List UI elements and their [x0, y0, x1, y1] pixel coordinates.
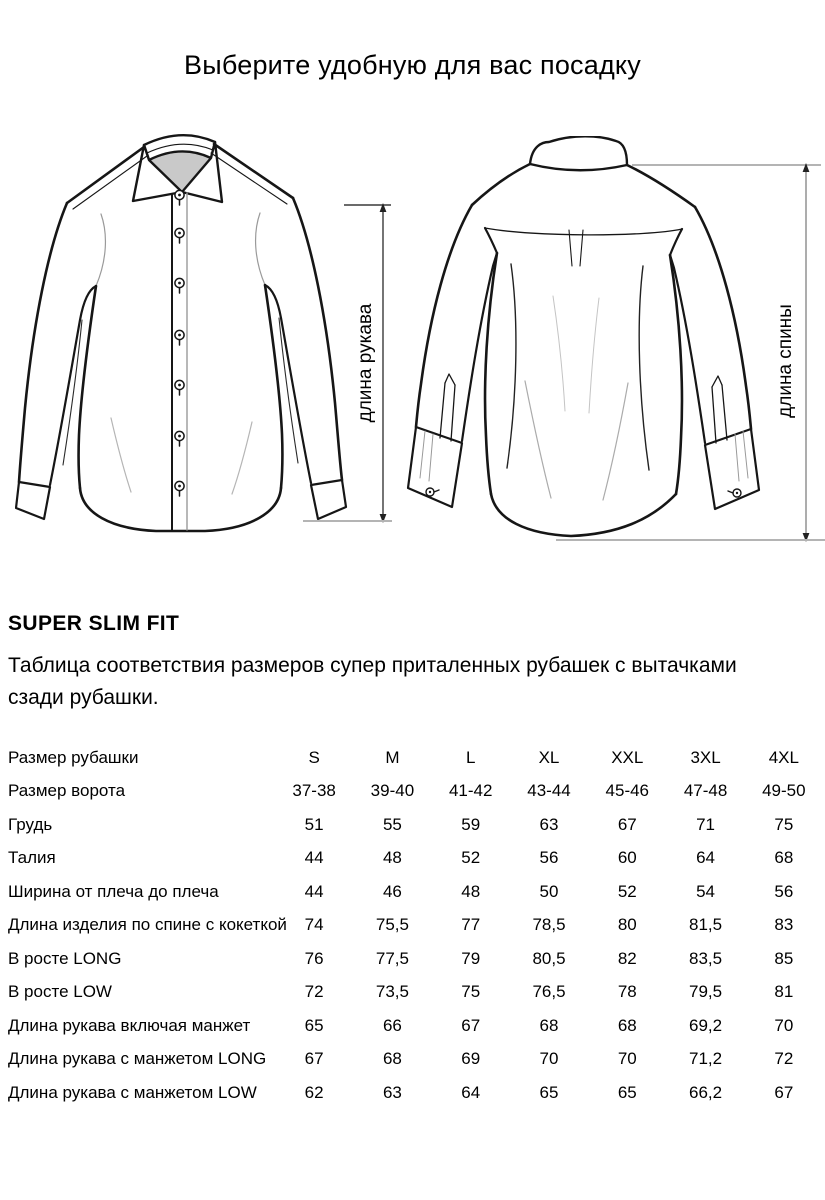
row-label: Ширина от плеча до плеча: [8, 881, 219, 901]
size-cell: 75: [461, 982, 481, 1002]
shirt-back-drawing: [403, 136, 775, 560]
size-cell: 65: [539, 1082, 559, 1102]
size-cell: 52: [617, 881, 637, 901]
size-cell: 81,5: [689, 915, 723, 935]
size-cell: 75,5: [375, 915, 409, 935]
size-cell: 50: [539, 881, 559, 901]
size-cell: 68: [774, 848, 794, 868]
size-cell: 44: [304, 848, 324, 868]
size-cell: 63: [539, 814, 559, 834]
size-cell: 80,5: [532, 948, 566, 968]
table-row: [8, 1009, 823, 1043]
size-table: [8, 741, 823, 1110]
size-cell: 66,2: [689, 1082, 723, 1102]
size-cell: 78: [617, 982, 637, 1002]
size-cell: 4XL: [768, 747, 799, 767]
size-cell: 79,5: [689, 982, 723, 1002]
size-cell: 74: [304, 915, 324, 935]
size-cell: 43-44: [527, 781, 571, 801]
size-cell: 59: [461, 814, 481, 834]
table-description: Таблица соответствия размеров супер приталенных рубашек с вытачками сзади рубашки.: [8, 654, 737, 709]
page-title: Выберите удобную для вас посадку: [184, 50, 641, 80]
table-row: [8, 741, 823, 775]
size-cell: 3XL: [690, 747, 721, 767]
size-cell: 39-40: [370, 781, 415, 801]
size-cell: 82: [617, 948, 637, 968]
size-cell: M: [385, 747, 400, 767]
size-cell: 67: [304, 1049, 324, 1069]
size-cell: 44: [304, 881, 324, 901]
row-label: Грудь: [8, 814, 53, 834]
table-row: [8, 1043, 823, 1077]
size-cell: 47-48: [683, 781, 728, 801]
table-row: [8, 942, 823, 976]
size-cell: 80: [617, 915, 637, 935]
size-cell: 54: [696, 881, 716, 901]
size-cell: 65: [304, 1015, 324, 1035]
size-cell: 69: [461, 1049, 481, 1069]
table-row: [8, 775, 823, 809]
size-cell: 69,2: [689, 1015, 723, 1035]
shirt-front-drawing: [15, 130, 355, 565]
size-cell: XL: [538, 747, 560, 767]
size-cell: 60: [617, 848, 637, 868]
row-label: Длина рукава с манжетом LONG: [8, 1049, 267, 1069]
size-cell: 78,5: [532, 915, 566, 935]
size-cell: 52: [461, 848, 481, 868]
size-cell: 49-50: [762, 781, 806, 801]
size-cell: 68: [617, 1015, 637, 1035]
size-cell: 72: [774, 1049, 794, 1069]
row-label: В росте LONG: [8, 948, 122, 968]
size-cell: 68: [539, 1015, 559, 1035]
size-cell: 77,5: [375, 948, 409, 968]
size-cell: 70: [617, 1049, 637, 1069]
table-row: [8, 909, 823, 943]
table-row: [8, 1076, 823, 1110]
table-row: [8, 875, 823, 909]
row-label: В росте LOW: [8, 982, 112, 1002]
row-label: Длина изделия по спине с кокеткой: [8, 915, 287, 935]
size-cell: 48: [461, 881, 481, 901]
size-cell: 51: [304, 814, 324, 834]
size-cell: 70: [774, 1015, 794, 1035]
size-cell: 83,5: [689, 948, 723, 968]
size-cell: 71: [696, 814, 716, 834]
size-cell: 85: [774, 948, 794, 968]
row-label: Размер рубашки: [8, 747, 139, 767]
table-row: [8, 976, 823, 1010]
size-cell: 77: [461, 915, 481, 935]
size-cell: 46: [382, 881, 402, 901]
size-cell: 62: [304, 1082, 324, 1102]
size-cell: 73,5: [375, 982, 409, 1002]
size-cell: 41-42: [448, 781, 493, 801]
table-row: [8, 808, 823, 842]
size-cell: 63: [382, 1082, 402, 1102]
size-cell: 64: [461, 1082, 481, 1102]
size-cell: L: [465, 747, 476, 767]
size-cell: 56: [774, 881, 794, 901]
row-label: Размер ворота: [8, 781, 126, 801]
size-cell: 45-46: [605, 781, 650, 801]
size-cell: 68: [382, 1049, 402, 1069]
size-cell: 65: [617, 1082, 637, 1102]
size-cell: 56: [539, 848, 559, 868]
size-cell: 75: [774, 814, 794, 834]
size-cell: 67: [774, 1082, 794, 1102]
section-heading: SUPER SLIM FIT: [8, 612, 180, 635]
size-cell: 71,2: [689, 1049, 723, 1069]
size-cell: 67: [617, 814, 637, 834]
size-cell: 81: [774, 982, 794, 1002]
size-cell: 76: [304, 948, 324, 968]
size-cell: 76,5: [532, 982, 566, 1002]
size-cell: 48: [382, 848, 402, 868]
row-label: Длина рукава с манжетом LOW: [8, 1082, 257, 1102]
size-cell: 72: [304, 982, 324, 1002]
size-cell: 64: [696, 848, 716, 868]
size-cell: XXL: [611, 747, 644, 767]
size-cell: 66: [382, 1015, 402, 1035]
size-cell: 55: [382, 814, 402, 834]
buttons: [175, 190, 184, 496]
sleeve-length-label: длина рукава: [355, 303, 376, 423]
size-cell: S: [308, 747, 320, 767]
size-cell: 37-38: [292, 781, 336, 801]
size-cell: 67: [461, 1015, 481, 1035]
table-row: [8, 842, 823, 876]
size-cell: 83: [774, 915, 794, 935]
size-cell: 79: [461, 948, 481, 968]
row-label: Длина рукава включая манжет: [8, 1015, 251, 1035]
row-label: Талия: [8, 848, 56, 868]
back-length-label: длина спины: [775, 304, 796, 418]
size-cell: 70: [539, 1049, 559, 1069]
